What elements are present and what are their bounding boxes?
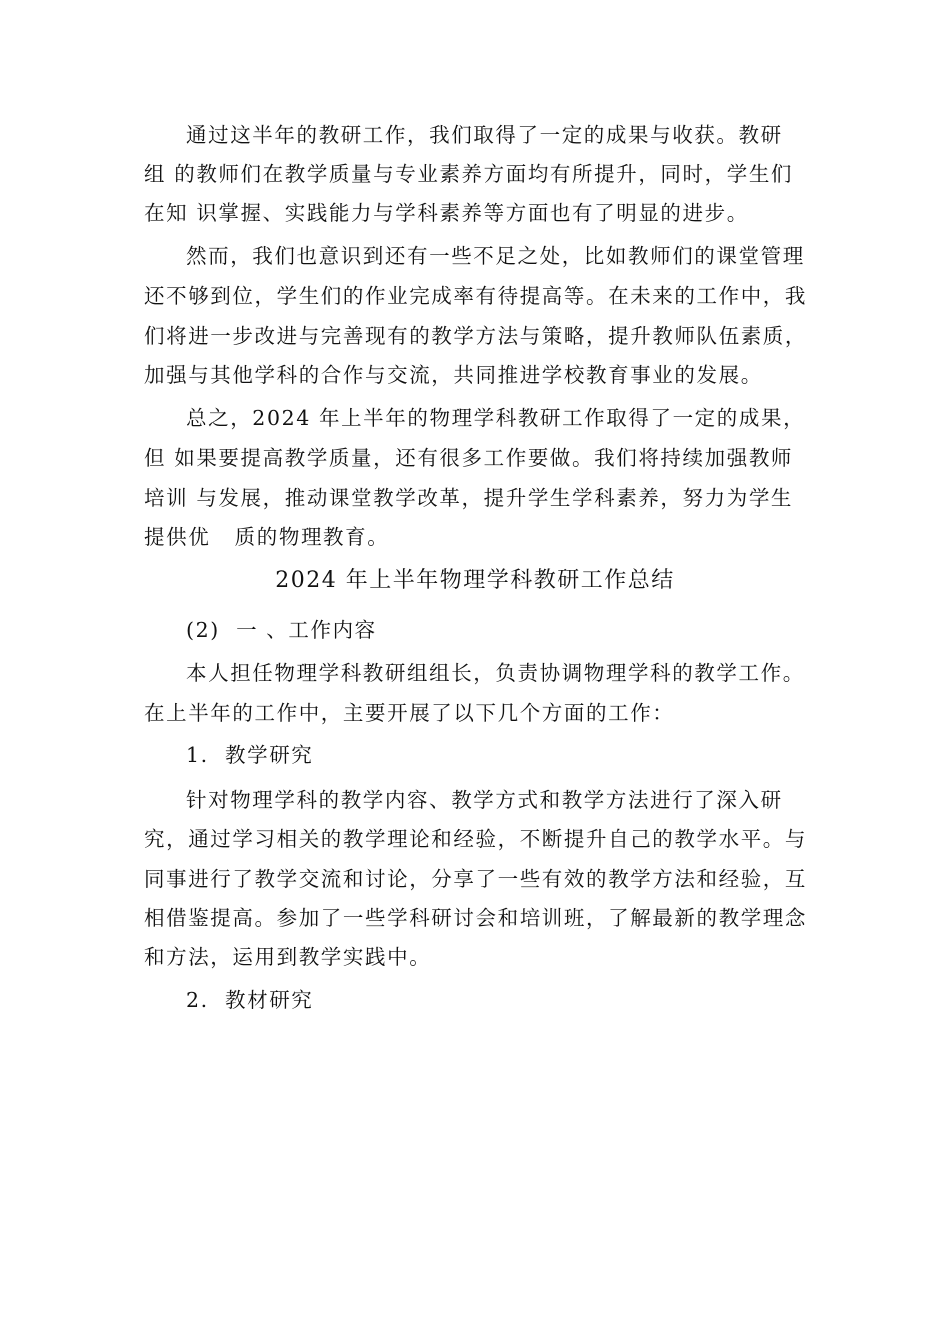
paragraph-line: 和方法，运用到教学实践中。 — [144, 945, 432, 969]
item-heading: 1. 教学研究 — [186, 743, 314, 767]
paragraph-line: 组 的教师们在教学质量与专业素养方面均有所提升，同时，学生们 — [144, 162, 794, 186]
paragraph-line: 相借鉴提高。参加了一些学科研讨会和培训班，了解最新的教学理念 — [144, 906, 807, 930]
section-heading: (2) 一 、工作内容 — [186, 618, 377, 642]
paragraph-line: 通过这半年的教研工作，我们取得了一定的成果与收获。教研 — [186, 123, 783, 147]
paragraph-line: 在知 识掌握、实践能力与学科素养等方面也有了明显的进步。 — [144, 201, 749, 225]
paragraph-line: 同事进行了教学交流和讨论，分享了一些有效的教学方法和经验，互 — [144, 867, 807, 891]
paragraph-line: 针对物理学科的教学内容、教学方式和教学方法进行了深入研 — [186, 788, 783, 812]
paragraph-line: 但 如果要提高教学质量，还有很多工作要做。我们将持续加强教师 — [144, 446, 794, 470]
paragraph-line: 提供优 质的物理教育。 — [144, 525, 390, 549]
paragraph-line: 还不够到位，学生们的作业完成率有待提高等。在未来的工作中，我 — [144, 284, 807, 308]
paragraph-line: 究，通过学习相关的教学理论和经验，不断提升自己的教学水平。与 — [144, 827, 807, 851]
paragraph-line: 们将进一步改进与完善现有的教学方法与策略，提升教师队伍素质， — [144, 324, 807, 348]
document-title: 2024 年上半年物理学科教研工作总结 — [275, 568, 675, 593]
paragraph-line: 总之，2024 年上半年的物理学科教研工作取得了一定的成果， — [186, 406, 806, 430]
paragraph-line: 然而，我们也意识到还有一些不足之处，比如教师们的课堂管理 — [186, 244, 805, 268]
item-heading: 2. 教材研究 — [186, 988, 314, 1012]
paragraph-line: 在上半年的工作中，主要开展了以下几个方面的工作： — [144, 701, 675, 725]
paragraph-line: 培训 与发展，推动课堂教学改革，提升学生学科素养，努力为学生 — [144, 486, 794, 510]
paragraph-line: 加强与其他学科的合作与交流，共同推进学校教育事业的发展。 — [144, 363, 763, 387]
paragraph-line: 本人担任物理学科教研组组长，负责协调物理学科的教学工作。 — [186, 661, 805, 685]
